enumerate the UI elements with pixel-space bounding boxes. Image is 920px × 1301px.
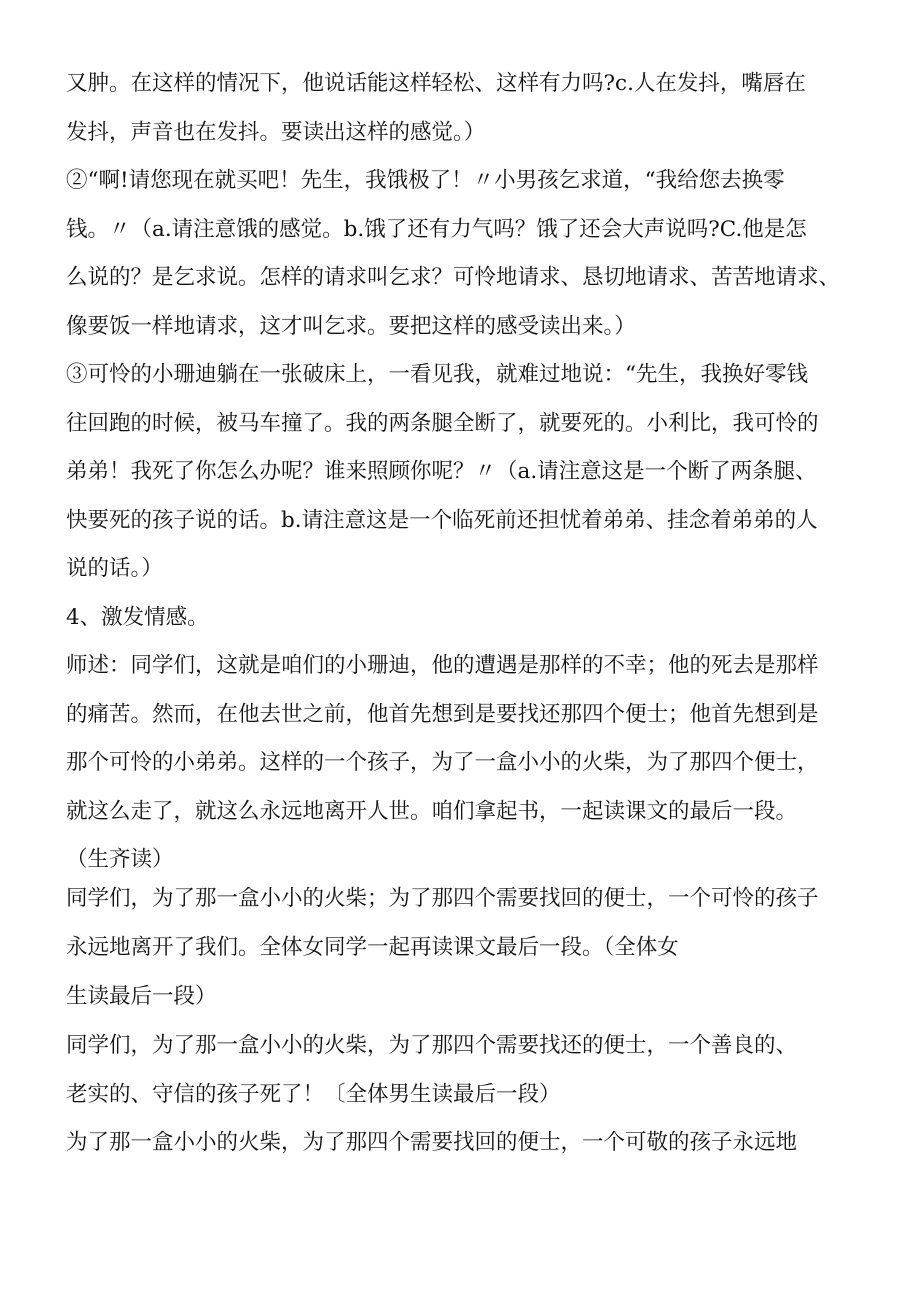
text-line: 往回跑的时候，被马车撞了。我的两条腿全断了，就要死的。小利比，我可怜的 bbox=[66, 411, 819, 436]
text-line: 师述：同学们，这就是咱们的小珊迪，他的遭遇是那样的不幸；他的死去是那样 bbox=[66, 653, 819, 678]
text-line: 钱。〃（a.请注意饿的感觉。b.饿了还有力气吗？饿了还会大声说吗?C.他是怎 bbox=[66, 217, 807, 242]
text-line: 同学们，为了那一盒小小的火柴；为了那四个需要找回的便士，一个可怜的孩子 bbox=[66, 886, 819, 911]
text-line: ②“啊!请您现在就买吧！先生，我饿极了！〃小男孩乞求道，“我给您去换零 bbox=[66, 168, 785, 193]
text-line: 发抖，声音也在发抖。要读出这样的感觉。） bbox=[66, 120, 486, 145]
text-line: 快要死的孩子说的话。b.请注意这是一个临死前还担忧着弟弟、挂念着弟弟的人 bbox=[66, 508, 818, 533]
section-heading: 4、激发情感。 bbox=[66, 605, 209, 630]
text-line: 弟弟！我死了你怎么办呢？谁来照顾你呢？〃（a.请注意这是一个断了两条腿、 bbox=[66, 459, 817, 484]
text-line: 生读最后一段） bbox=[66, 984, 217, 1009]
text-line: 就这么走了，就这么永远地离开人世。咱们拿起书，一起读课文的最后一段。 bbox=[66, 799, 798, 824]
text-line: 的痛苦。然而，在他去世之前，他首先想到是要找还那四个便士；他首先想到是 bbox=[66, 702, 819, 727]
text-line: 又肿。在这样的情况下，他说话能这样轻松、这样有力吗?c.人在发抖，嘴唇在 bbox=[66, 71, 806, 96]
text-line: 么说的？是乞求说。怎样的请求叫乞求？可怜地请求、恳切地请求、苦苦地请求、 bbox=[66, 265, 841, 290]
text-line: 同学们，为了那一盒小小的火柴，为了那四个需要找还的便士，一个善良的、 bbox=[66, 1033, 798, 1058]
text-line: 永远地离开了我们。全体女同学一起再读课文最后一段。（全体女 bbox=[66, 935, 679, 960]
text-line: （生齐读） bbox=[66, 847, 174, 872]
text-line: 像要饭一样地请求，这才叫乞求。要把这样的感受读出来。） bbox=[66, 314, 636, 339]
text-line: 为了那一盒小小的火柴，为了那四个需要找回的便士，一个可敬的孩子永远地 bbox=[66, 1130, 798, 1155]
text-line: ③可怜的小珊迪躺在一张破床上，一看见我，就难过地说：“先生，我换好零钱 bbox=[66, 362, 808, 387]
text-line: 老实的、守信的孩子死了！〔全体男生读最后一段） bbox=[66, 1082, 561, 1107]
text-line: 说的话。） bbox=[66, 556, 163, 581]
text-line: 那个可怜的小弟弟。这样的一个孩子，为了一盒小小的火柴，为了那四个便士， bbox=[66, 750, 819, 775]
